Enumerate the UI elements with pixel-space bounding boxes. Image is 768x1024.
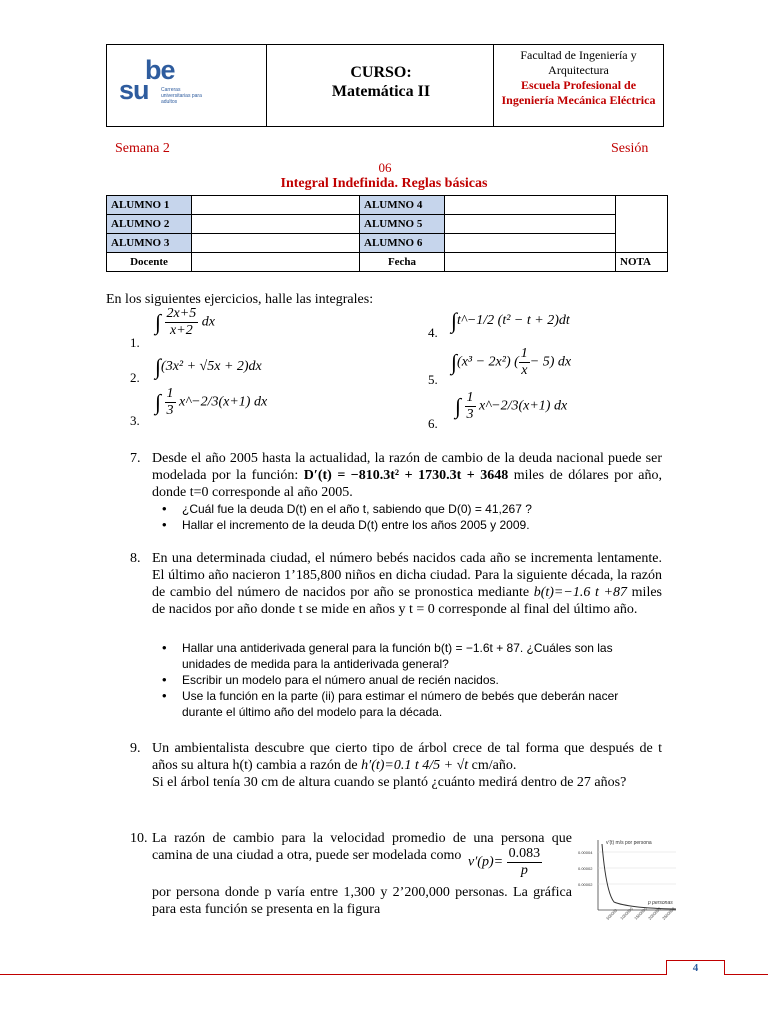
footer-line-left — [0, 974, 666, 975]
list-item: • ¿Cuál fue la deuda D(t) en el año t, sabiendo que D(0) = 41,267 ? — [182, 501, 662, 517]
xtick-label: 500000 — [605, 907, 619, 921]
list-item: • Hallar el incremento de la deuda D(t) entre los años 2005 y 2009. — [182, 517, 662, 533]
integral-5-number: 5. — [428, 372, 438, 387]
list-item: • Escribir un modelo para el número anual de recién nacidos. — [182, 672, 662, 688]
integral-5: ∫(x³ − 2x²) ( $\frac{1}{x}$ − 5) dx — [451, 346, 572, 378]
alumno-6-field[interactable] — [445, 234, 616, 253]
alumno-2-field[interactable] — [192, 215, 360, 234]
problem-8-bullets — [152, 640, 662, 720]
integral-6-number: 6. — [428, 416, 438, 431]
page-number: 4 — [666, 960, 725, 975]
alumno-4-field[interactable] — [445, 196, 616, 215]
problem-9-formula: h′(t)=0.1 t 4/5 + √t — [361, 758, 469, 773]
problem-8-number: 8. — [130, 551, 141, 566]
alumno-1-field[interactable] — [192, 196, 360, 215]
integral-3: ∫ $\frac{1}{3}$ x^−2/3(x+1) dx — [155, 386, 268, 418]
problem-8-formula: b(t)=−1.6 t +87 — [533, 585, 627, 600]
problem-8-text: En una determinada ciudad, el número bebés nacidos cada año se incrementa lentamente. El último año nacieron 1’185,800 niños en dicha ciudad. Para la siguiente década, la razón de cambio del número de nacidos por año se pronostica mediante b(t)=−1.6 t +87 miles de nacidos por año donde t se mide en años y t = 0 corresponde al final del último año. — [152, 551, 662, 617]
integral-4-number: 4. — [428, 325, 438, 340]
velocity-figure — [578, 832, 678, 922]
week-label: Semana 2 — [115, 141, 170, 156]
problem-10-text-b: por persona donde p varía entre 1,300 y 2’200,000 personas. La gráfica para esta función se presenta en la figura — [152, 885, 572, 917]
logo-tagline: Carreras universitarias para adultos — [161, 87, 202, 105]
faculty-cell — [493, 45, 663, 126]
problem-10-number: 10. — [130, 831, 148, 846]
student-table — [106, 195, 668, 272]
alumno-3-field[interactable] — [192, 234, 360, 253]
logo-su: su — [119, 75, 149, 105]
logo-cell — [107, 45, 267, 126]
alumno-6-label: ALUMNO 6 — [360, 234, 445, 253]
exercises-intro: En los siguientes ejercicios, halle las integrales: — [106, 292, 374, 307]
school-name: Escuela Profesional de Ingeniería Mecánica Eléctrica — [501, 78, 656, 107]
problem-9-text: Un ambientalista descubre que cierto tipo de árbol crece de tal forma que después de t años su altura h(t) cambia a razón de h′(t)=0.1 t 4/5 + √t cm/año. Si el árbol tenía 30 cm de altura cuando se plantó ¿cuánto medirá dentro de 27 años? — [152, 741, 662, 790]
ytick-label: 0.00002 — [578, 866, 593, 871]
problem-7-number: 7. — [130, 451, 141, 466]
integral-1: ∫ $\frac{2x+5}{x+2}$ dx — [155, 306, 215, 338]
xtick-label: 2000000 — [647, 906, 662, 921]
topic-title: Integral Indefinida. Reglas básicas — [280, 176, 488, 191]
ytick-label: 0.00004 — [578, 850, 593, 855]
figure-xlabel: p personas — [648, 900, 673, 906]
session-label: Sesión — [611, 141, 649, 156]
problem-9-number: 9. — [130, 741, 141, 756]
footer-line-right — [725, 974, 768, 975]
alumno-5-field[interactable] — [445, 215, 616, 234]
ytick-label: 0.00002 — [578, 882, 593, 887]
alumno-1-label: ALUMNO 1 — [107, 196, 192, 215]
problem-10-text-a: La razón de cambio para la velocidad promedio de una persona que camina de una ciudad a otra, puede ser modelada como — [152, 831, 572, 863]
docente-field[interactable] — [192, 253, 360, 272]
xtick-label: 1500000 — [633, 906, 648, 921]
header-table — [106, 44, 664, 127]
integral-6: ∫ $\frac{1}{3}$ x^−2/3(x+1) dx — [455, 390, 568, 422]
integral-2-number: 2. — [130, 370, 140, 385]
problem-7-text: Desde el año 2005 hasta la actualidad, la razón de cambio de la deuda nacional puede ser modelada por la función: D′(t) = −810.3t² + 1730.3t + 3648 miles de dólares por año, donde t=0 corresponde al año 2005. — [152, 451, 662, 500]
xtick-label: 2500000 — [661, 906, 676, 921]
nota-label: NOTA — [616, 253, 668, 272]
grade-box[interactable] — [616, 196, 668, 253]
integral-4: ∫t^−1/2 (t² − t + 2)dt — [451, 308, 570, 333]
integral-2: ∫(3x² + √5x + 2)dx — [155, 354, 262, 379]
integral-1-number: 1. — [130, 335, 140, 350]
figure-ylabel: v′(t) m/s por persona — [606, 840, 652, 846]
fecha-label: Fecha — [360, 253, 445, 272]
velocity-graph — [578, 832, 678, 922]
problem-7-bullets — [152, 501, 662, 533]
list-item: • Hallar una antiderivada general para la función b(t) = −1.6t + 87. ¿Cuáles son las unidades de medida para la antiderivada general? — [182, 640, 662, 672]
alumno-3-label: ALUMNO 3 — [107, 234, 192, 253]
xtick-label: 1000000 — [619, 906, 634, 921]
problem-10-formula: v′(p)= $\frac{0.083}{p}$ — [468, 846, 541, 878]
alumno-2-label: ALUMNO 2 — [107, 215, 192, 234]
integral-3-number: 3. — [130, 413, 140, 428]
alumno-5-label: ALUMNO 5 — [360, 215, 445, 234]
alumno-4-label: ALUMNO 4 — [360, 196, 445, 215]
fecha-field[interactable] — [445, 253, 616, 272]
session-number: 06 — [378, 160, 392, 175]
course-title: CURSO: Matemática II — [331, 64, 431, 100]
logo-be: be — [145, 55, 175, 85]
faculty-name: Facultad de Ingeniería y Arquitectura — [520, 48, 637, 77]
list-item: • Use la función en la parte (ii) para estimar el número de bebés que deberán nacer durante el último año del modelo para la década. — [182, 688, 662, 720]
docente-label: Docente — [107, 253, 192, 272]
problem-7-formula: D′(t) = −810.3t² + 1730.3t + 3648 — [303, 468, 509, 483]
